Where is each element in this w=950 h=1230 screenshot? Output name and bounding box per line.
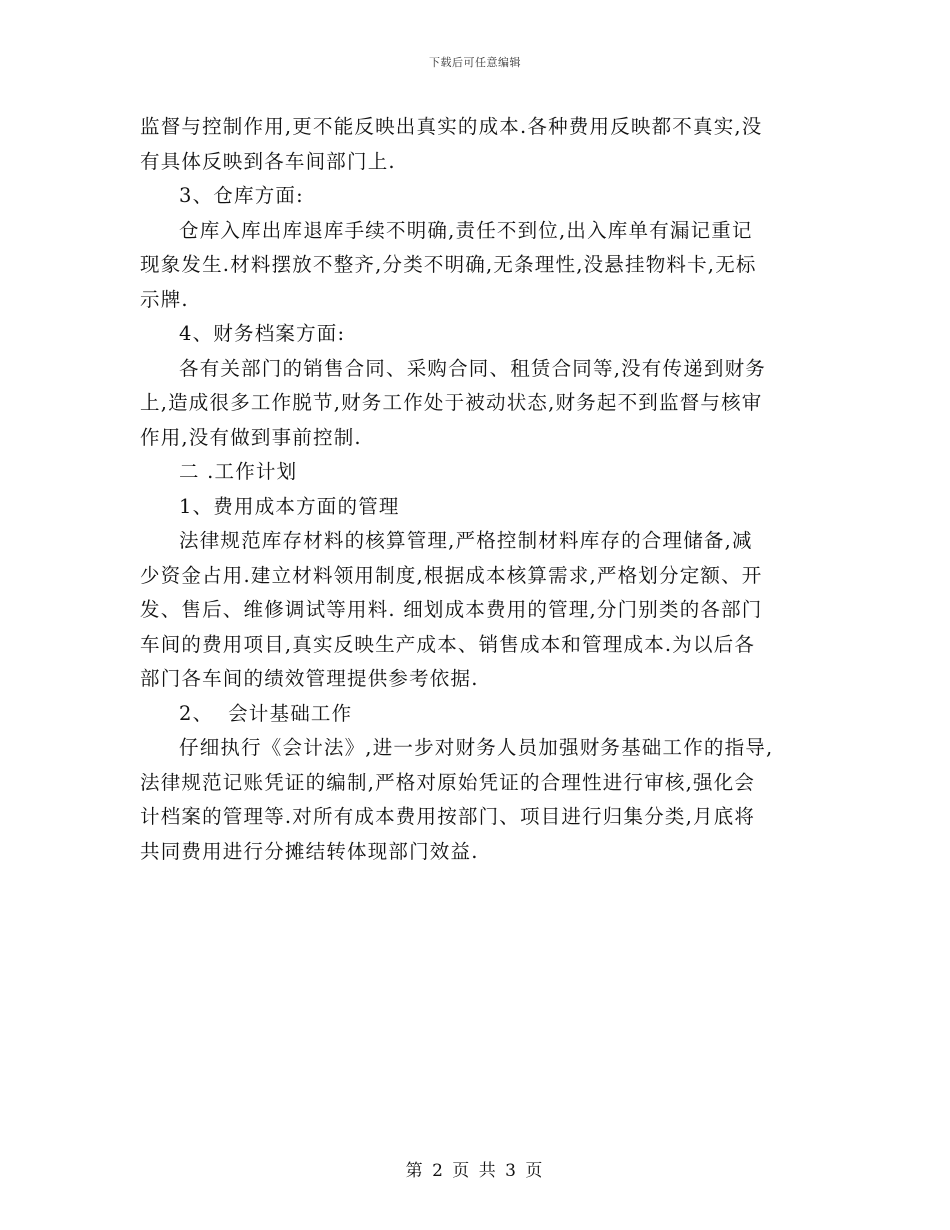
heading-text: 4、财务档案方面: (179, 322, 346, 345)
paragraph-archives (140, 352, 820, 456)
text-line: 作用,没有做到事前控制. (140, 425, 362, 449)
text-line: 部门各车间的绩效管理提供参考依据. (140, 667, 479, 690)
text-line: 上,造成很多工作脱节,财务工作处于被动状态,财务起不到监督与核审 (140, 391, 763, 414)
text-line: 法律规范记账凭证的编制,严格对原始凭证的合理性进行审核,强化会 (140, 770, 756, 794)
section-heading-accounting-basics (140, 697, 820, 732)
text-line: 示牌. (140, 287, 189, 311)
paragraph-intro (140, 110, 820, 179)
text-line: 监督与控制作用,更不能反映出真实的成本.各种费用反映都不真实,没 (140, 115, 763, 138)
text-line: 共同费用进行分摊结转体现部门效益. (140, 839, 479, 863)
heading-text: 二 .工作计划 (179, 460, 298, 483)
text-line: 仓库入库出库退库手续不明确,责任不到位,出入库单有漏记重记 (179, 218, 753, 242)
page-number-footer: 第 2 页 共 3 页 (405, 1161, 545, 1181)
text-line: 计档案的管理等.对所有成本费用按部门、项目进行归集分类,月底将 (140, 805, 756, 828)
document-body (140, 110, 820, 869)
section-heading-work-plan (140, 455, 820, 490)
text-line: 发、售后、维修调试等用料. 细划成本费用的管理,分门别类的各部门 (140, 598, 763, 621)
text-line: 少资金占用.建立材料领用制度,根据成本核算需求,严格划分定额、开 (140, 563, 763, 587)
paragraph-cost-management (140, 524, 820, 697)
heading-text: 2、 会计基础工作 (179, 701, 353, 725)
section-heading-warehouse (140, 179, 820, 214)
paragraph-warehouse (140, 214, 820, 318)
heading-text: 1、费用成本方面的管理 (179, 494, 400, 518)
text-line: 法律规范库存材料的核算管理,严格控制材料库存的合理储备,减 (179, 529, 753, 552)
text-line: 各有关部门的销售合同、采购合同、租赁合同等,没有传递到财务 (179, 356, 766, 380)
text-line: 有具体反映到各车间部门上. (140, 149, 396, 173)
section-heading-cost-management (140, 490, 820, 525)
paragraph-accounting-basics (140, 731, 820, 869)
text-line: 现象发生.材料摆放不整齐,分类不明确,无条理性,没悬挂物料卡,无标 (140, 253, 757, 276)
text-line: 仔细执行《会计法》,进一步对财务人员加强财务基础工作的指导, (179, 736, 774, 759)
section-heading-archives (140, 317, 820, 352)
text-line: 车间的费用项目,真实反映生产成本、销售成本和管理成本.为以后各 (140, 632, 756, 656)
page-header: 下载后可任意编辑 (429, 56, 521, 69)
heading-text: 3、仓库方面: (179, 184, 304, 207)
